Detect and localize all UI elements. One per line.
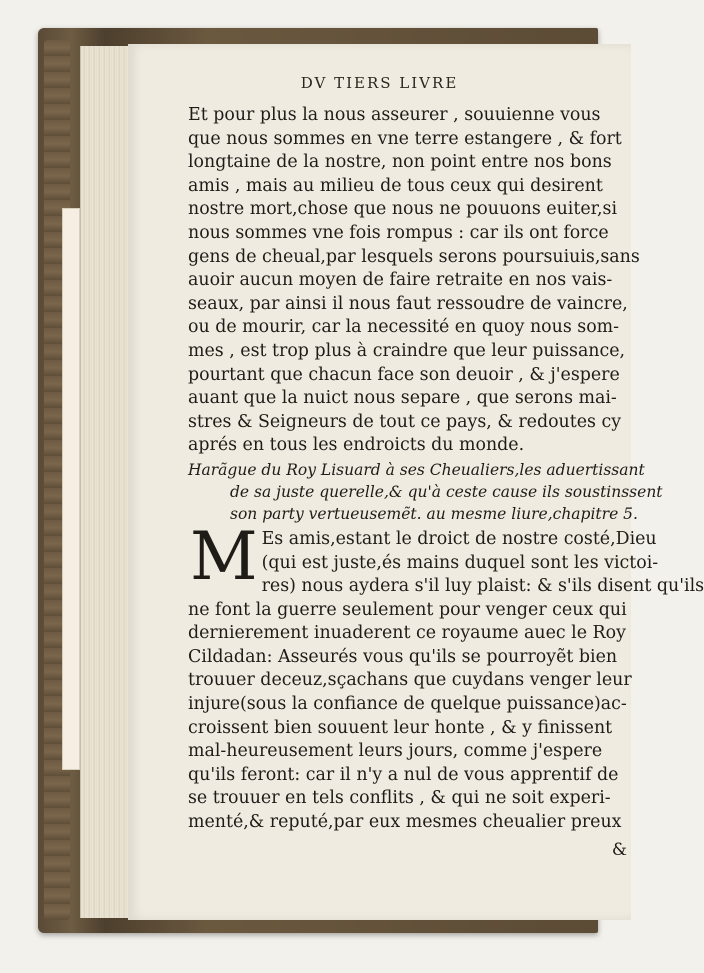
page-text xyxy=(188,104,704,835)
text-line: qu'ils feront: car il n'y a nul de vous apprentif de xyxy=(188,764,619,785)
text-line: auant que la nuict nous separe , que serons mai- xyxy=(188,388,617,409)
text-line: nostre mort,chose que nous ne pouuons euiter,si xyxy=(188,199,618,220)
text-line: longtaine de la nostre, non point entre nos bons xyxy=(188,152,612,173)
catchword: & xyxy=(611,840,627,860)
heading-line: de sa juste querelle,& qu'à ceste cause ils soustinssent xyxy=(230,482,663,501)
text-line: auoir aucun moyen de faire retraite en nos vais- xyxy=(188,270,613,291)
text-line: res) nous aydera s'il luy plaist: & s'ils disent qu'ils xyxy=(261,576,704,597)
text-line: stres & Seigneurs de tout ce pays, & redoutes cy xyxy=(188,411,622,432)
text-line: menté,& reputé,par eux mesmes cheualier preux xyxy=(188,812,622,833)
text-line: (qui est juste,és mains duquel sont les victoi- xyxy=(261,552,659,573)
text-line: ou de mourir, car la necessité en quoy nous som- xyxy=(188,317,620,338)
text-line: injure(sous la confiance de quelque puissance)ac- xyxy=(188,694,627,715)
heading-line: son party vertueusemẽt. au mesme liure,chapitre 5. xyxy=(230,504,638,523)
text-line: ne font la guerre seulement pour venger ceux qui xyxy=(188,599,627,620)
text-line: gens de cheual,par lesquels serons poursuiuis,sans xyxy=(188,246,640,267)
text-line: amis , mais au milieu de tous ceux qui desirent xyxy=(188,175,603,196)
text-line: aprés en tous les endroicts du monde. xyxy=(188,435,525,456)
text-line: se trouuer en tels conflits , & qui ne soit experi- xyxy=(188,788,611,809)
text-line: Et pour plus la nous asseurer , souuienne vous xyxy=(188,105,601,125)
text-line: Es amis,estant le droict de nostre costé,Dieu xyxy=(261,528,657,549)
text-line: que nous sommes en vne terre estangere , & fort xyxy=(188,128,622,149)
text-line: mal-heureusement leurs jours, comme j'espere xyxy=(188,741,603,762)
inserted-paper-slip xyxy=(62,208,80,770)
text-line: nous sommes vne fois rompus : car ils ont force xyxy=(188,222,609,243)
text-line: mes , est trop plus à craindre que leur puissance, xyxy=(188,340,626,361)
text-line: croissent bien souuent leur honte , & y finissent xyxy=(188,717,613,738)
text-line: trouuer deceuz,sçachans que cuydans venger leur xyxy=(188,670,632,691)
text-line: Cildadan: Asseurés vous qu'ils se pourroyẽt bien xyxy=(188,646,618,667)
text-line: seaux, par ainsi il nous faut ressoudre de vaincre, xyxy=(188,293,628,314)
heading-line: Harãgue du Roy Lisuard à ses Cheualiers,les aduertissant xyxy=(188,460,645,479)
running-head: DV TIERS LIVRE xyxy=(300,74,459,92)
paragraph-2 xyxy=(188,517,704,835)
drop-cap: M xyxy=(190,517,258,595)
section-heading xyxy=(188,459,663,525)
paragraph-1 xyxy=(188,104,640,458)
text-line: dernierement inuaderent ce royaume auec le Roy xyxy=(188,623,626,644)
text-line: pourtant que chacun face son deuoir , & j'espere xyxy=(188,364,620,385)
